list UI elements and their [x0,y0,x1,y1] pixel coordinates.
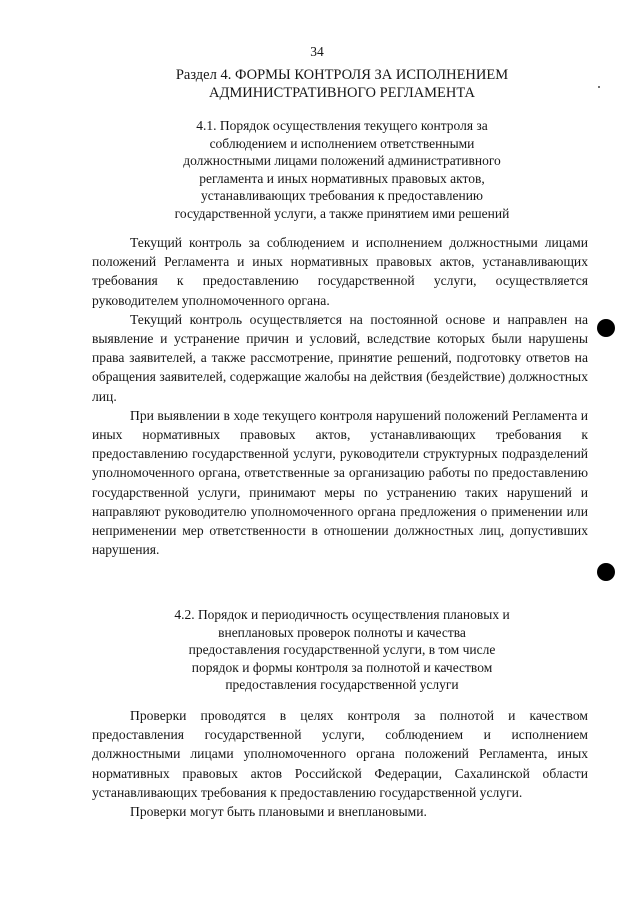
paragraph: Проверки могут быть плановыми и внеплановыми. [130,804,427,820]
subsection-1-body [92,233,588,559]
heading-line: должностными лицами положений административного [183,153,501,169]
section-title-line: АДМИНИСТРАТИВНОГО РЕГЛАМЕНТА [208,85,475,101]
page-number: 34 [310,44,324,59]
heading-line: порядок и формы контроля за полнотой и качеством [191,659,493,675]
heading-line: государственной услуги, а также принятием ими решений [174,205,510,221]
heading-line: предоставления государственной услуги [225,677,459,693]
punch-hole [597,563,615,581]
paragraph: При выявлении в ходе текущего контроля нарушений положений Регламента и иных нормативных правовых актов, устанавливающих требования к предоставлению государственной услуги, руководители структурных подразделений уполномоченного органа, ответственные за организацию работы по предоставлению государственной услуги, принимают меры по устранению таких нарушений и направляют руководителю уполномоченного органа предложения о применении или неприменении мер ответственности в отношении должностных лиц, допустивших нарушения. [92,407,588,558]
section-title [120,66,564,102]
heading-line: 4.1. Порядок осуществления текущего контроля за [196,118,488,133]
heading-line: предоставления государственной услуги, в том числе [188,642,496,658]
subsection-2-heading [130,606,554,694]
heading-line: регламента и иных нормативных правовых актов, [199,170,485,186]
paragraph: Текущий контроль за соблюдением и исполнением должностными лицами положений Регламента и иных нормативных правовых актов, устанавливающих требования к предоставлению государственной услуги, осуществляется руководителем уполномоченного органа. [92,235,588,308]
paragraph: Текущий контроль осуществляется на постоянной основе и направлен на выявление и устранение причин и условий, вследствие которых были нарушены права заявителей, а также рассмотрение, принятие решений, подготовку ответов на обращения заявителей, содержащие жалобы на действия (бездействие) должностных лиц. [92,311,588,404]
heading-line: устанавливающих требования к предоставлению [200,188,484,204]
subsection-2-body [92,706,588,821]
section-title-line: Раздел 4. ФОРМЫ КОНТРОЛЯ ЗА ИСПОЛНЕНИЕМ [175,67,509,83]
scan-speck [598,86,600,88]
heading-line: 4.2. Порядок и периодичность осуществления плановых и [174,607,510,622]
subsection-1-heading [130,117,554,223]
heading-line: соблюдением и исполнением ответственными [209,135,475,151]
paragraph: Проверки проводятся в целях контроля за полнотой и качеством предоставления государственной услуги, соблюдением и исполнением должностными лицами уполномоченного органа положений Регламента, иных нормативных правовых актов Российской Федерации, Сахалинской области устанавливающих требования к предоставлению государственной услуги. [92,708,588,800]
heading-line: внеплановых проверок полноты и качества [218,624,466,640]
punch-hole [597,319,615,337]
